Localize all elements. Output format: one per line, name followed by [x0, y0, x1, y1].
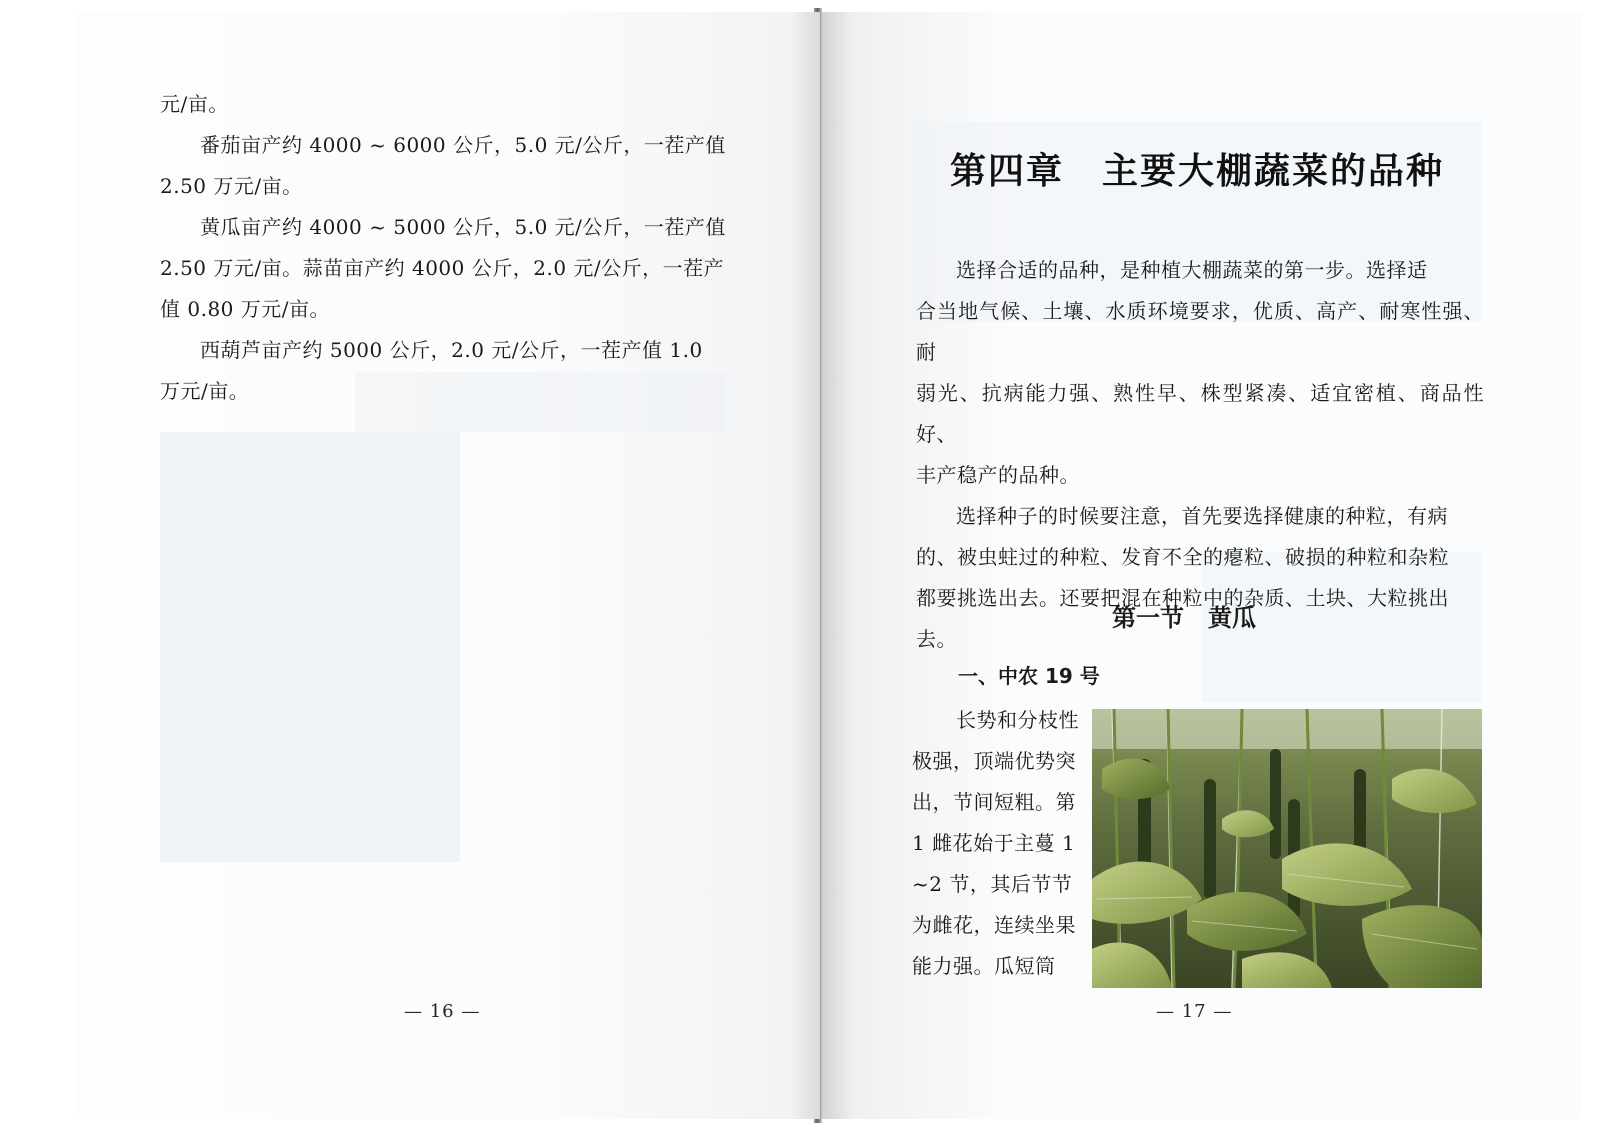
text-line: 选择合适的品种，是种植大棚蔬菜的第一步。选择适: [956, 258, 1428, 282]
text-line: 长势和分枝性: [956, 708, 1079, 732]
text-line: 合当地气候、土壤、水质环境要求，优质、高产、耐寒性强、耐: [916, 299, 1484, 364]
cucumber-plants-photo: [1092, 709, 1482, 988]
variety-description: [912, 700, 1092, 987]
text-line: 为雌花，连续坐果: [912, 913, 1076, 937]
text-line: 元/亩。: [160, 92, 229, 116]
text-line: 值 0.80 万元/亩。: [160, 297, 330, 321]
text-line: 番茄亩产约 4000 ~ 6000 公斤，5.0 元/公斤，一茬产值: [200, 133, 726, 157]
text-line: 丰产稳产的品种。: [916, 463, 1080, 487]
text-line: 去。: [916, 627, 957, 651]
greenhouse-light: [1092, 709, 1482, 749]
text-line: 2.50 万元/亩。: [160, 174, 303, 198]
text-line: 万元/亩。: [160, 379, 250, 403]
text-line: 1 雌花始于主蔓 1: [912, 831, 1076, 855]
text-line: 西葫芦亩产约 5000 公斤，2.0 元/公斤，一茬产值 1.0: [200, 338, 703, 362]
text-line: 黄瓜亩产约 4000 ~ 5000 公斤，5.0 元/公斤，一茬产值: [200, 215, 726, 239]
text-line: 选择种子的时候要注意，首先要选择健康的种粒，有病: [956, 504, 1448, 528]
bleed-through-shadow: [160, 432, 460, 862]
chapter-title: 第四章 主要大棚蔬菜的品种: [950, 150, 1445, 192]
text-line: 2.50 万元/亩。蒜苗亩产约 4000 公斤，2.0 元/公斤，一茬产: [160, 256, 725, 280]
text-line: 的、被虫蛀过的种粒、发育不全的瘪粒、破损的种粒和杂粒: [916, 545, 1449, 569]
variety-title: 一、中农 19 号: [958, 664, 1100, 688]
text-line: 弱光、抗病能力强、熟性早、株型紧凑、适宜密植、商品性好、: [916, 381, 1484, 446]
left-page-body: [160, 84, 730, 412]
text-line: 能力强。瓜短筒: [912, 954, 1056, 978]
page-number-left: — 16 —: [404, 1001, 481, 1022]
text-line: 出，节间短粗。第: [912, 790, 1076, 814]
section-title: 第一节 黄瓜: [1112, 604, 1256, 632]
text-line: 极强，顶端优势突: [912, 749, 1076, 773]
page-number-right: — 17 —: [1156, 1001, 1233, 1022]
text-line: ~2 节，其后节节: [912, 872, 1073, 896]
text-line: 都要挑选出去。还要把混在种粒中的杂质、土块、大粒挑出: [916, 586, 1449, 610]
